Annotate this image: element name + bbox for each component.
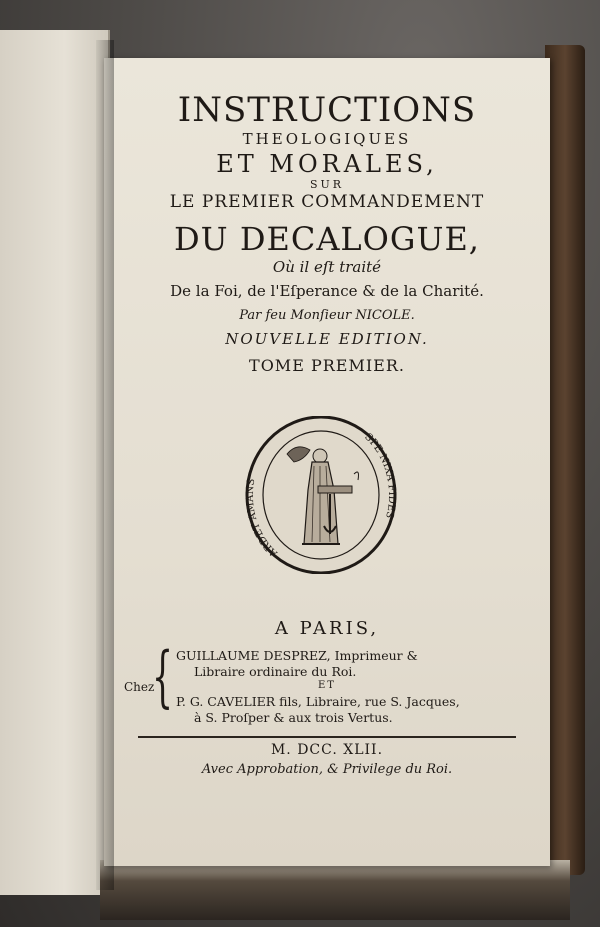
title-line-3: ET MORALES, xyxy=(216,150,438,178)
publisher-1-line-2: Libraire ordinaire du Roi. xyxy=(194,664,357,679)
title-line-4: SUR xyxy=(309,178,345,191)
divider-rule xyxy=(138,736,516,738)
imprint-et: ET xyxy=(318,680,336,691)
publisher-1-line-1: GUILLAUME DESPREZ, Imprimeur & xyxy=(176,648,418,663)
left-page xyxy=(0,30,110,895)
imprint-privilege: Avec Approbation, & Privilege du Roi. xyxy=(201,762,453,777)
imprint-place: A PARIS, xyxy=(274,618,380,639)
tome-line: TOME PREMIER. xyxy=(249,356,405,375)
spine-shadow xyxy=(96,40,114,890)
imprint-chez: Chez xyxy=(124,680,155,694)
book-title: INSTRUCTIONS xyxy=(177,90,477,130)
publisher-2-line-1: P. G. CAVELIER fils, Libraire, rue S. Jacques, xyxy=(176,694,460,709)
title-line-8: De la Foi, de l'Eſperance & de la Charité. xyxy=(170,282,484,300)
title-line-5: LE PREMIER COMMANDEMENT xyxy=(169,192,485,212)
author-line: Par feu Monſieur NICOLE. xyxy=(239,308,415,323)
title-line-7: Où il eſt traité xyxy=(272,258,382,276)
brace-glyph: { xyxy=(152,638,173,715)
emblem-motto-left: ARDET AMANS xyxy=(244,477,280,559)
title-line-2: THEOLOGIQUES xyxy=(242,130,412,148)
title-line-6: DU DECALOGUE, xyxy=(174,220,480,258)
publisher-2-line-2: à S. Proſper & aux trois Vertus. xyxy=(194,710,393,725)
title-page xyxy=(104,58,550,866)
book-bottom-edge xyxy=(100,860,570,920)
printers-emblem xyxy=(242,416,400,574)
emblem-motto-right: SPE NIXA FIDES xyxy=(362,431,398,520)
edition-line: NOUVELLE EDITION. xyxy=(225,330,429,348)
book-cover-edge xyxy=(545,45,585,875)
imprint-year: M. DCC. XLII. xyxy=(270,742,384,758)
